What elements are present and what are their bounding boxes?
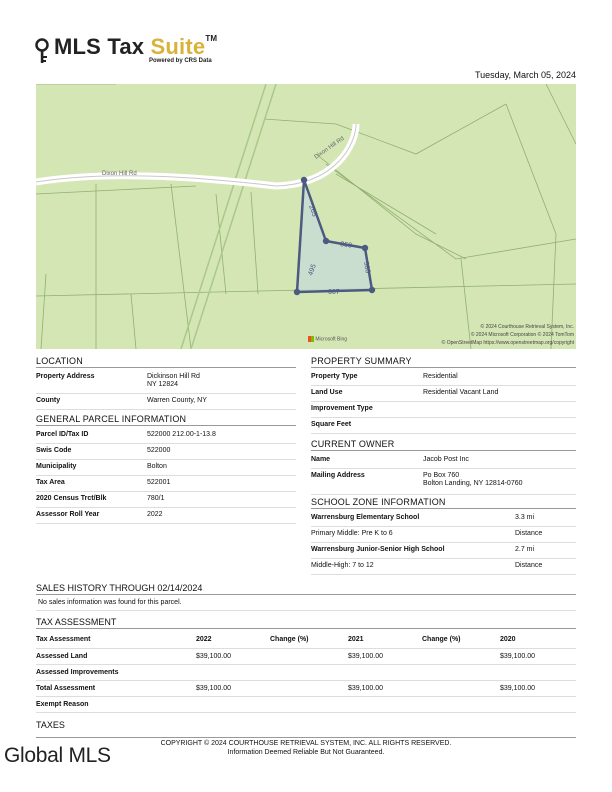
dim-label-350: 350 (339, 241, 353, 250)
summary-row: Land Use Residential Vacant Land (311, 386, 576, 402)
dim-label-495: 495 (307, 263, 318, 277)
report-date: Tuesday, March 05, 2024 (474, 70, 576, 80)
tax-assessment-title: TAX ASSESSMENT (36, 617, 576, 629)
sales-note: No sales information was found for this parcel. (38, 599, 182, 606)
table-row: Assessed Land $39,100.00 $39,100.00 $39,100.00 (36, 648, 576, 664)
logo-tm: TM (205, 34, 218, 43)
dim-label-265: 265 (307, 204, 318, 218)
taxes-title: TAXES (36, 720, 65, 730)
sales-divider (36, 610, 576, 611)
road-label-east: Dixon Hill Rd (313, 135, 346, 161)
key-icon (34, 38, 50, 64)
table-row: Exempt Reason (36, 696, 576, 712)
copyright-notice (36, 740, 576, 758)
owner-row: Name Jacob Post Inc (311, 453, 576, 469)
general-row: Parcel ID/Tax ID 522000 212.00-1-13.8 (36, 428, 296, 444)
general-row: Assessor Roll Year 2022 (36, 508, 296, 524)
disclaimer-line: Information Deemed Reliable But Not Guaranteed. (227, 748, 385, 756)
summary-row: Property Type Residential (311, 370, 576, 386)
general-row: Municipality Bolton (36, 460, 296, 476)
general-title: GENERAL PARCEL INFORMATION (36, 414, 296, 426)
summary-row: Improvement Type (311, 402, 576, 418)
current-owner-section (311, 439, 576, 495)
map-credit-1: © 2024 Courthouse Retrieval System, Inc. (480, 324, 574, 330)
owner-row: Mailing Address Po Box 760 Bolton Landing, NY 12814-0760 (311, 469, 576, 495)
general-parcel-section (36, 414, 296, 524)
map-credit-2: © 2024 Microsoft Corporation © 2024 TomTom (470, 332, 574, 338)
school-row: Primary Middle: Pre K to 6 Distance (311, 527, 576, 543)
tax-assessment-table (36, 632, 576, 713)
location-title: LOCATION (36, 356, 296, 368)
logo-subtitle: Powered by CRS Data (149, 58, 212, 64)
owner-title: CURRENT OWNER (311, 439, 576, 451)
copyright-line: COPYRIGHT © 2024 COURTHOUSE RETRIEVAL SYSTEM, INC. ALL RIGHTS RESERVED. (160, 740, 452, 747)
map-credit-3: © OpenStreetMap https://www.openstreetmap.org/copyright (441, 340, 574, 346)
mls-tax-suite-logo (34, 34, 234, 66)
location-row: Property Address Dickinson Hill Rd NY 12824 (36, 370, 296, 394)
sales-history-title: SALES HISTORY THROUGH 02/14/2024 (36, 583, 576, 595)
property-summary-section (311, 356, 576, 434)
microsoft-logo-icon (308, 336, 314, 342)
microsoft-bing-logo: Microsoft Bing (308, 336, 347, 342)
road-label-west: Dixon Hill Rd (102, 171, 137, 177)
map-canvas (36, 84, 576, 349)
footer-divider (36, 737, 576, 738)
dim-label-667: 667 (328, 289, 340, 296)
summary-row: Square Feet (311, 418, 576, 434)
general-row: 2020 Census Trct/Blk 780/1 (36, 492, 296, 508)
tax-header-row: Tax Assessment 2022 Change (%) 2021 Change (%) 2020 (36, 632, 576, 648)
logo-suite: Suite (150, 34, 206, 59)
location-row: County Warren County, NY (36, 394, 296, 410)
school-row: Middle-High: 7 to 12 Distance (311, 559, 576, 575)
location-section (36, 356, 296, 410)
school-zone-section (311, 497, 576, 575)
summary-title: PROPERTY SUMMARY (311, 356, 576, 368)
table-row: Total Assessment $39,100.00 $39,100.00 $39,100.00 (36, 680, 576, 696)
table-row: Assessed Improvements (36, 664, 576, 680)
parcel-map[interactable] (36, 84, 576, 349)
school-title: SCHOOL ZONE INFORMATION (311, 497, 576, 509)
global-mls-watermark: Global MLS (4, 744, 111, 767)
dim-label-383: 383 (362, 261, 371, 274)
general-row: Tax Area 522001 (36, 476, 296, 492)
school-row: Warrensburg Elementary School 3.3 mi (311, 511, 576, 527)
school-row: Warrensburg Junior-Senior High School 2.7 mi (311, 543, 576, 559)
logo-brand: MLS Tax (54, 34, 151, 59)
general-row: Swis Code 522000 (36, 444, 296, 460)
